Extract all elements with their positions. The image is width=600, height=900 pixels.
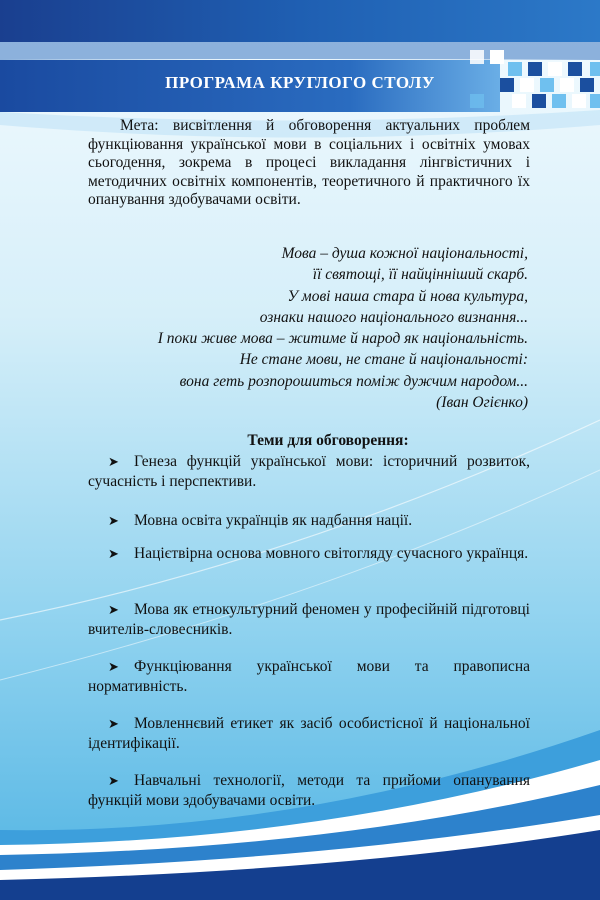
- arrowhead-bullet-icon: ➤: [108, 547, 119, 562]
- topic-item: [88, 601, 530, 639]
- epigraph-line: її святощі, її найцінніший скарб.: [312, 266, 528, 284]
- topic-item: [88, 772, 530, 810]
- epigraph-author: (Іван Огієнко): [436, 394, 528, 412]
- epigraph-line: У мові наша стара й нова культура,: [287, 287, 528, 305]
- arrowhead-bullet-icon: ➤: [108, 514, 119, 529]
- topic-text: Мовленнєвий етикет як засіб особистісної й національної ідентифікації.: [88, 715, 530, 752]
- page-title: ПРОГРАМА КРУГЛОГО СТОЛУ: [165, 73, 435, 92]
- arrowhead-bullet-icon: ➤: [108, 455, 119, 470]
- epigraph-line: ознаки нашого національного визнання...: [259, 308, 528, 326]
- goal-text: Мета: висвітлення й обговорення актуальних проблем функціювання української мови в соціальних і освітніх умовах сьогодення, зокрема в процесі викладання лінгвістичних і методичних освітніх компонентів, теоретичного й практичного їх опанування здобувачами освіти.: [88, 117, 530, 208]
- topic-item: [88, 512, 530, 532]
- topic-text: Навчальні технології, методи та прийоми опанування функцій мови здобувачами освіти.: [88, 772, 530, 809]
- arrowhead-bullet-icon: ➤: [108, 717, 119, 732]
- topic-text: Функціювання української мови та правописна нормативність.: [88, 658, 530, 695]
- goal-paragraph: [88, 117, 530, 210]
- topic-text: Генеза функцій української мови: історичний розвиток, сучасність і перспективи.: [88, 453, 530, 490]
- epigraph-line: вона геть розпорошиться поміж дужчим народом...: [179, 372, 528, 390]
- topic-item: [88, 715, 530, 753]
- arrowhead-bullet-icon: ➤: [108, 603, 119, 618]
- topic-text: Мовна освіта українців як надбання нації.: [134, 512, 413, 529]
- topic-text: Націєтвірна основа мовного світогляду сучасного українця.: [134, 545, 529, 562]
- epigraph-line: Не стане мови, не стане й національності:: [239, 351, 528, 369]
- epigraph-line: І поки живе мова – житиме й народ як національність.: [157, 330, 528, 348]
- topic-item: [88, 453, 530, 491]
- topic-item: [88, 545, 530, 565]
- epigraph-line: Мова – душа кожної національності,: [281, 245, 528, 262]
- epigraph: [80, 243, 528, 413]
- arrowhead-bullet-icon: ➤: [108, 660, 119, 675]
- topic-item: [88, 658, 530, 696]
- topic-text: Мова як етнокультурний феномен у професійній підготовці вчителів-словесників.: [88, 601, 530, 638]
- topics-heading: Теми для обговорення:: [247, 432, 409, 449]
- arrowhead-bullet-icon: ➤: [108, 774, 119, 789]
